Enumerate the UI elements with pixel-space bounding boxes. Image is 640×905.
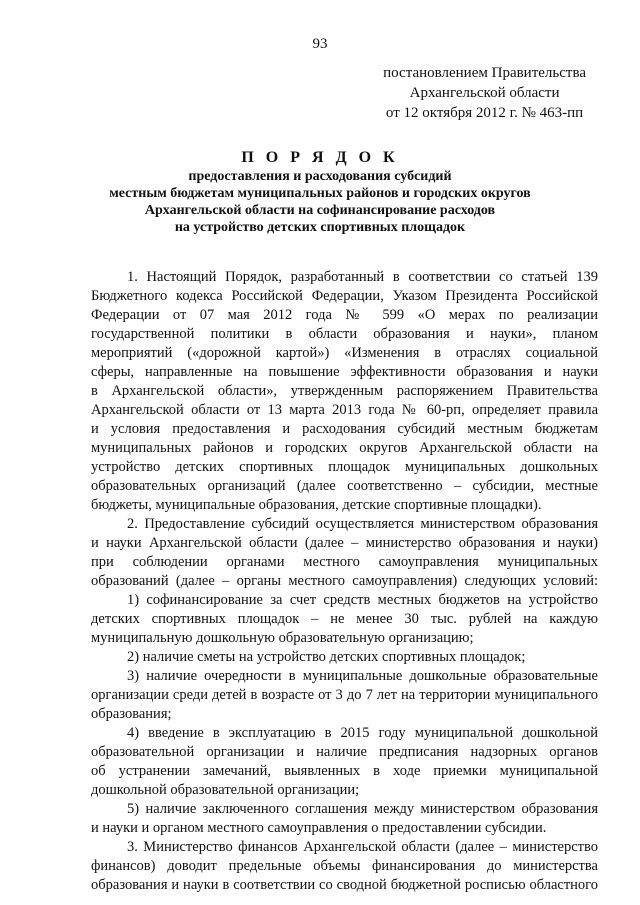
body-line: в Архангельской области», утвержденным распоряжением Правительства	[91, 383, 598, 399]
body-line: 2. Предоставление субсидий осуществляется министерством образования	[127, 516, 598, 532]
body-line: Федерации от 07 мая 2012 года № 599 «О мерах по реализации	[91, 307, 598, 323]
title-line: предоставления и расходования субсидий	[188, 169, 452, 184]
body-line: организации среди детей в возрасте от 3 до 7 лет на территории муниципального	[91, 687, 598, 703]
title-line: местным бюджетам муниципальных районов и городских округов	[109, 186, 531, 201]
body-line: дошкольной образовательной организации;	[91, 782, 360, 798]
body-line: детских спортивных площадок – не менее 30 тыс. рублей на каждую	[91, 611, 598, 627]
body-line: 4) введение в эксплуатацию в 2015 году муниципальной дошкольной	[127, 725, 598, 741]
body-line: мероприятий («дорожной картой») «Изменения в отраслях социальной	[91, 345, 598, 361]
approval-stamp	[383, 63, 586, 123]
approval-line: постановлением Правительства	[383, 65, 586, 81]
approval-line: от 12 октября 2012 г. № 463-пп	[385, 105, 584, 121]
body-line: Бюджетного кодекса Российской Федерации, Указом Президента Российской	[91, 288, 598, 304]
document-title	[0, 148, 640, 236]
body-line: финансов) доводит предельные объемы финансирования до министерства	[91, 858, 598, 874]
body-line: государственной политики в области образования и науки», планом	[91, 326, 598, 342]
title-line: на устройство детских спортивных площадок	[174, 220, 466, 235]
body-line: 2) наличие сметы на устройство детских спортивных площадок;	[127, 649, 526, 665]
body-line: и науки Архангельской области (далее – министерство образования и науки)	[91, 535, 598, 551]
body-line: бюджеты, муниципальные образования, детские спортивные площадки).	[91, 497, 542, 513]
body-line: 1. Настоящий Порядок, разработанный в соответствии со статьей 139	[127, 269, 598, 285]
document-body	[91, 268, 598, 895]
body-line: и условия предоставления и расходования субсидий местным бюджетам	[91, 421, 598, 437]
body-line: образования;	[91, 706, 172, 722]
body-line: образования и науки в соответствии со сводной бюджетной росписью областного	[91, 877, 598, 893]
body-line: муниципальных районов и городских округов Архангельской области на	[91, 440, 598, 456]
page-number: 93	[312, 36, 328, 52]
body-line: и науки и органом местного самоуправления о предоставлении субсидии.	[91, 820, 547, 836]
body-line: 5) наличие заключенного соглашения между министерством образования	[127, 801, 598, 817]
body-line: образований (далее – органы местного самоуправления) следующих условий:	[91, 573, 598, 589]
body-line: 3. Министерство финансов Архангельской области (далее – министерство	[127, 839, 598, 855]
body-line: образовательных организаций (далее соответственно – субсидии, местные	[91, 478, 598, 494]
title-main: П О Р Я Д О К	[241, 149, 399, 166]
body-line: Архангельской области от 13 марта 2013 года № 60-рп, определяет правила	[91, 402, 598, 418]
body-line: образовательной организации и наличие предписания надзорных органов	[91, 744, 598, 760]
body-line: муниципальную дошкольную образовательную организацию;	[91, 630, 474, 646]
title-line: Архангельской области на софинансирование расходов	[144, 203, 496, 218]
body-line: об устранении замечаний, выявленных в ходе приемки муниципальной	[91, 763, 598, 779]
approval-line: Архангельской области	[409, 85, 560, 101]
body-line: устройство детских спортивных площадок муниципальных дошкольных	[91, 459, 598, 475]
body-line: сферы, направленные на повышение эффективности образования и науки	[91, 364, 598, 380]
body-line: 3) наличие очередности в муниципальные дошкольные образовательные	[127, 668, 598, 684]
body-line: 1) софинансирование за счет средств местных бюджетов на устройство	[127, 592, 598, 608]
body-line: при соблюдении органами местного самоуправления муниципальных	[91, 554, 598, 570]
